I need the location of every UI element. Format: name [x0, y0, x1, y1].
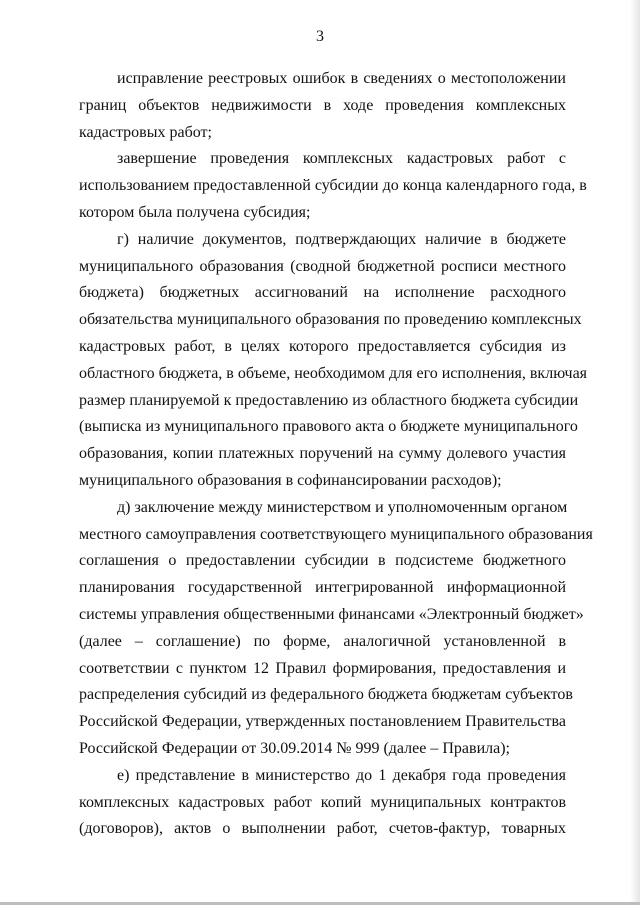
text-line: кадастровых работ, в целях которого предоставляется субсидия из	[79, 337, 566, 355]
text-line: (выписка из муниципального правового акта о бюджете муниципального	[79, 418, 578, 436]
text-line: котором была получена субсидия;	[79, 203, 311, 221]
text-line: образования, копии платежных поручений на сумму долевого участия	[79, 445, 566, 463]
text-line: областного бюджета, в объеме, необходимом для его исполнения, включая	[79, 364, 588, 382]
text-line: е) представление в министерство до 1 декабря года проведения	[117, 766, 566, 784]
text-line: размер планируемой к предоставлению из областного бюджета субсидии	[79, 391, 579, 409]
text-line: Российской Федерации, утвержденных постановлением Правительства	[79, 713, 566, 731]
text-line: соответствии с пунктом 12 Правил формирования, предоставления и	[79, 659, 566, 677]
text-line: кадастровых работ;	[79, 123, 212, 141]
text-line: завершение проведения комплексных кадастровых работ с	[117, 150, 566, 168]
text-line: (далее – соглашение) по форме, аналогичной установленной в	[79, 632, 566, 650]
text-line: планирования государственной интегрированной информационной	[79, 579, 566, 597]
text-line: муниципального образования (сводной бюджетной росписи местного	[79, 257, 566, 275]
text-line: исправление реестровых ошибок в сведениях о местоположении	[117, 70, 566, 87]
text-line: муниципального образования в софинансировании расходов);	[79, 471, 502, 489]
text-line: границ объектов недвижимости в ходе проведения комплексных	[79, 96, 566, 114]
text-line: соглашения о предоставлении субсидии в подсистеме бюджетного	[79, 552, 566, 570]
text-line: Российской Федерации от 30.09.2014 № 999 (далее – Правила);	[79, 739, 510, 757]
document-body	[79, 66, 593, 843]
text-line: распределения субсидий из федерального бюджета бюджетам субъектов	[79, 686, 573, 704]
page-number: 3	[316, 28, 324, 45]
text-line: обязательства муниципального образования по проведению комплексных	[79, 311, 582, 329]
text-line: бюджета) бюджетных ассигнований на исполнение расходного	[79, 284, 566, 302]
text-line: местного самоуправления соответствующего муниципального образования	[79, 525, 593, 543]
text-line: (договоров), актов о выполнении работ, счетов-фактур, товарных	[79, 820, 566, 838]
text-line: использованием предоставленной субсидии до конца календарного года, в	[79, 177, 587, 195]
text-line: г) наличие документов, подтверждающих наличие в бюджете	[117, 230, 566, 248]
text-line: комплексных кадастровых работ копий муниципальных контрактов	[79, 793, 566, 811]
page-edge-shadow	[630, 0, 640, 905]
text-line: системы управления общественными финансами «Электронный бюджет»	[79, 605, 584, 623]
text-line: д) заключение между министерством и уполномоченным органом	[117, 498, 568, 516]
